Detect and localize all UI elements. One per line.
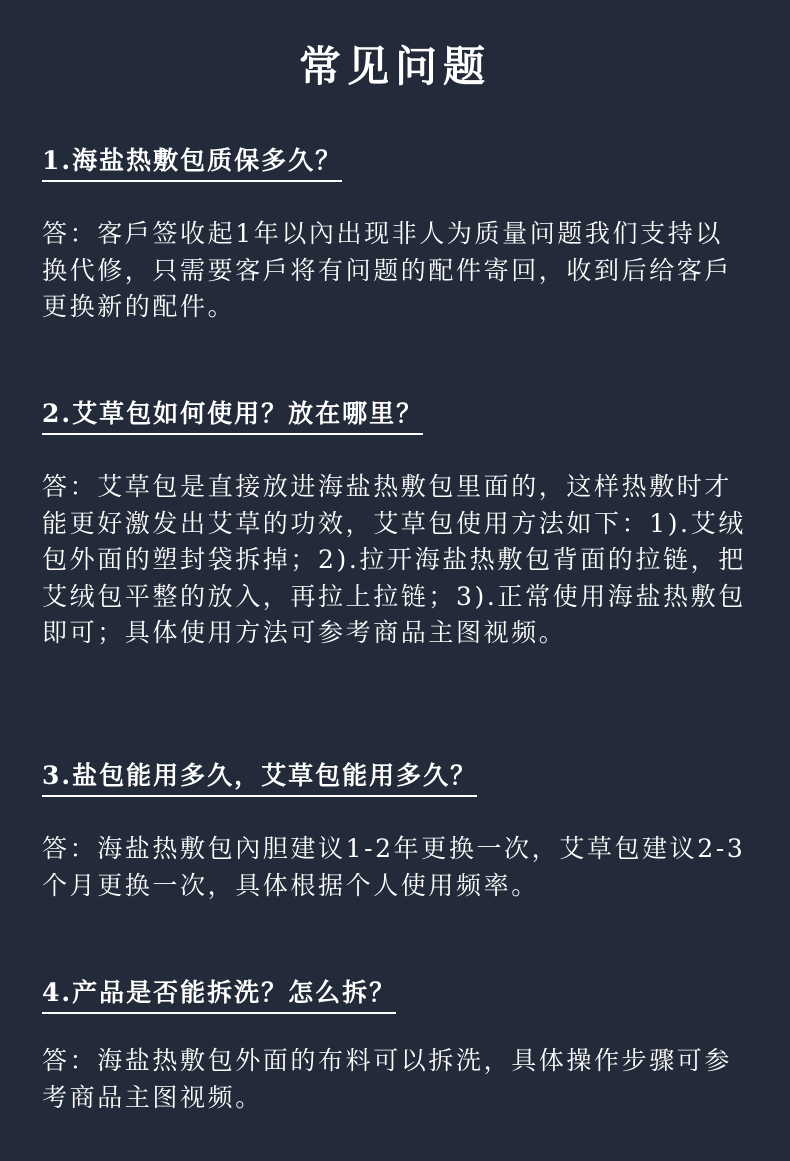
faq-answer-1: 答：客戶签收起1年以內出现非人为质量问题我们支持以换代修，只需要客戶将有问题的配件寄回，收到后给客戶更换新的配件。 bbox=[42, 219, 733, 322]
faq-answer-2: 答：艾草包是直接放进海盐热敷包里面的，这样热敷时才能更好激发出艾草的功效，艾草包使用方法如下：1).艾绒包外面的塑封袋拆掉；2).拉开海盐热敷包背面的拉链，把艾绒包平整的放入，再拉上拉链；3).正常使用海盐热敷包即可；具体使用方法可参考商品主图视频。 bbox=[42, 472, 746, 648]
page-title: 常见问题 bbox=[298, 42, 491, 91]
faq-answer-4: 答：海盐热敷包外面的布料可以拆洗，具体操作步骤可参考商品主图视频。 bbox=[42, 1046, 733, 1112]
faq-question-3: 3.盐包能用多久，艾草包能用多久？ bbox=[42, 759, 477, 797]
faq-question-4: 4.产品是否能拆洗？怎么拆？ bbox=[42, 976, 396, 1014]
faq-question-2: 2.艾草包如何使用？放在哪里？ bbox=[42, 397, 423, 435]
faq-answer-3: 答：海盐热敷包內胆建议1-2年更换一次，艾草包建议2-3个月更换一次，具体根据个人使用频率。 bbox=[42, 834, 746, 900]
faq-question-1: 1.海盐热敷包质保多久？ bbox=[42, 144, 342, 182]
